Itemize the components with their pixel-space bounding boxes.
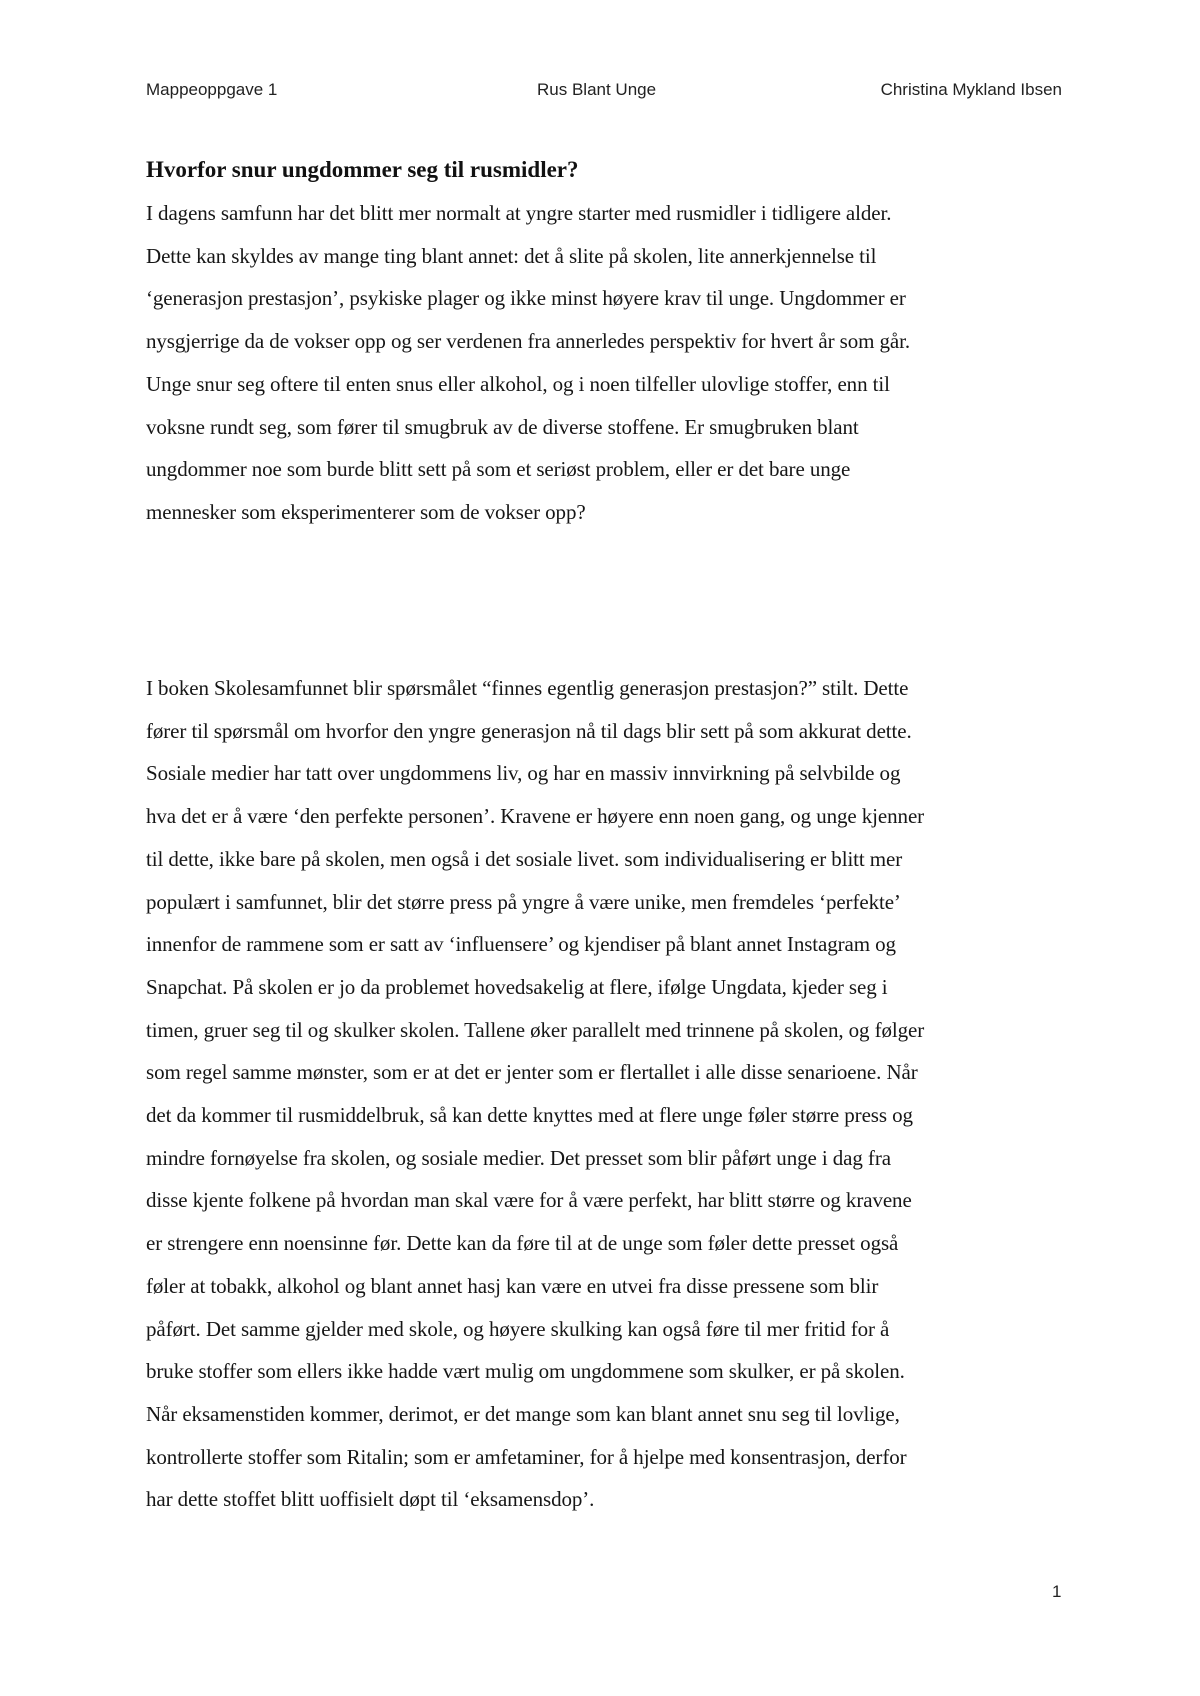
document-title: Hvorfor snur ungdommer seg til rusmidler? — [146, 157, 579, 182]
text-line: kontrollerte stoffer som Ritalin; som er amfetaminer, for å hjelpe med konsentrasjon, derfor — [146, 1444, 907, 1469]
text-line: bruke stoffer som ellers ikke hadde vært mulig om ungdommene som skulker, er på skolen. — [146, 1359, 905, 1384]
text-line: populært i samfunnet, blir det større press på yngre å være unike, men fremdeles ‘perfekte’ — [146, 889, 901, 914]
text-line: Snapchat. På skolen er jo da problemet hovedsakelig at flere, ifølge Ungdata, kjeder seg i — [146, 974, 888, 999]
text-line: ungdommer noe som burde blitt sett på som et seriøst problem, eller er det bare unge — [146, 457, 851, 482]
text-line: I boken Skolesamfunnet blir spørsmålet “finnes egentlig generasjon prestasjon?” stilt. Dette — [146, 676, 909, 700]
text-line: fører til spørsmål om hvorfor den yngre generasjon nå til dags blir sett på som akkurat dette. — [146, 718, 912, 743]
paragraph-intro — [146, 192, 1062, 534]
text-line: ‘generasjon prestasjon’, psykiske plager og ikke minst høyere krav til unge. Ungdommer er — [146, 286, 906, 311]
text-line: Unge snur seg oftere til enten snus eller alkohol, og i noen tilfeller ulovlige stoffer, enn til — [146, 371, 890, 396]
text-line: til dette, ikke bare på skolen, men også i det sosiale livet. som individualisering er blitt mer — [146, 846, 903, 871]
text-line: som regel samme mønster, som er at det er jenter som er flertallet i alle disse senarioene. Når — [146, 1060, 918, 1085]
text-line: Sosiale medier har tatt over ungdommens liv, og har en massiv innvirkning på selvbilde og — [146, 761, 901, 786]
text-line: mennesker som eksperimenterer som de vokser opp? — [146, 499, 586, 524]
text-line: Dette kan skyldes av mange ting blant annet: det å slite på skolen, lite annerkjennelse til — [146, 243, 877, 268]
text-line: voksne rundt seg, som fører til smugbruk av de diverse stoffene. Er smugbruken blant — [146, 414, 859, 439]
header-author-name: Christina Mykland Ibsen — [880, 80, 1062, 99]
page-header — [146, 80, 1062, 106]
text-line: disse kjente folkene på hvordan man skal være for å være perfekt, har blitt større og kravene — [146, 1188, 912, 1213]
text-line: nysgjerrige da de vokser opp og ser verdenen fra annerledes perspektiv for hvert år som går. — [146, 329, 911, 354]
text-line: I dagens samfunn har det blitt mer normalt at yngre starter med rusmidler i tidligere alder. — [146, 201, 892, 225]
header-topic-label: Rus Blant Unge — [537, 80, 657, 99]
paragraph-body — [146, 667, 1062, 1521]
text-line: hva det er å være ‘den perfekte personen’. Kravene er høyere enn noen gang, og unge kjenner — [146, 804, 925, 829]
text-line: føler at tobakk, alkohol og blant annet hasj kan være en utvei fra disse pressene som blir — [146, 1273, 879, 1298]
text-line: påført. Det samme gjelder med skole, og høyere skulking kan også føre til mer fritid for å — [146, 1316, 890, 1341]
text-line: mindre fornøyelse fra skolen, og sosiale medier. Det presset som blir påført unge i dag fra — [146, 1145, 891, 1170]
text-line: timen, gruer seg til og skulker skolen. Tallene øker parallelt med trinnene på skolen, og følger — [146, 1017, 925, 1042]
text-line: det da kommer til rusmiddelbruk, så kan dette knyttes med at flere unge føler større press og — [146, 1103, 913, 1128]
text-line: innenfor de rammene som er satt av ‘influensere’ og kjendiser på blant annet Instagram og — [146, 932, 896, 957]
page-number: 1 — [1052, 1582, 1062, 1601]
text-line: er strengere enn noensinne før. Dette kan da føre til at de unge som føler dette presset også — [146, 1231, 899, 1256]
text-line: Når eksamenstiden kommer, derimot, er det mange som kan blant annet snu seg til lovlige, — [146, 1401, 900, 1426]
text-line: har dette stoffet blitt uoffisielt døpt til ‘eksamensdop’. — [146, 1487, 595, 1512]
header-assignment-label: Mappeoppgave 1 — [146, 80, 278, 99]
